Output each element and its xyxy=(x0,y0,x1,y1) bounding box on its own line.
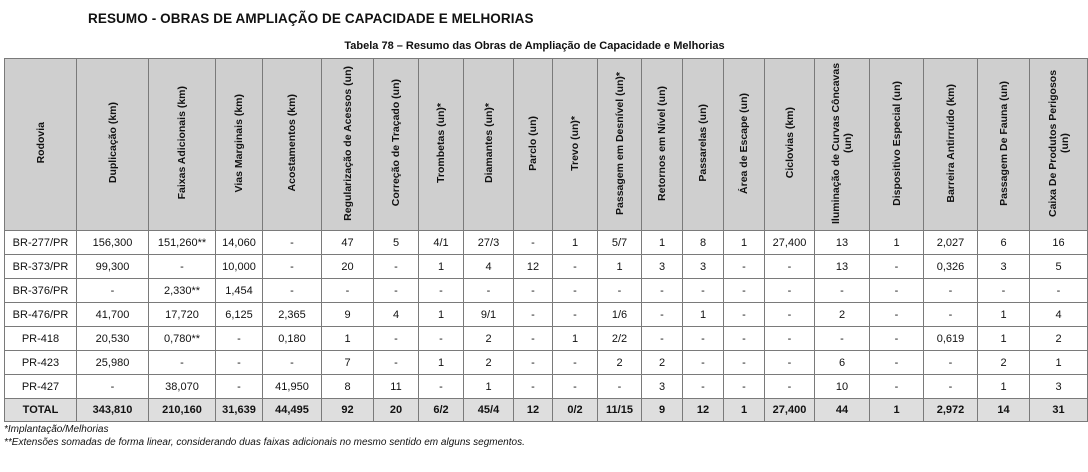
table-cell: - xyxy=(642,279,683,303)
table-cell: 1 xyxy=(642,231,683,255)
column-header xyxy=(765,59,815,231)
table-cell: 6,125 xyxy=(216,303,263,327)
table-cell: 5 xyxy=(374,231,419,255)
column-header-label: Acostamentos (km) xyxy=(286,94,298,192)
table-cell: 4 xyxy=(464,255,514,279)
table-cell: - xyxy=(514,231,553,255)
table-cell: - xyxy=(263,231,322,255)
header-row xyxy=(5,59,1088,231)
total-cell: 20 xyxy=(374,399,419,422)
column-header-label: Rodovia xyxy=(34,122,47,164)
column-header-label: Dispositivo Especial (un) xyxy=(890,80,903,206)
table-cell: 0,326 xyxy=(924,255,978,279)
column-header-label: Ciclovias (km) xyxy=(783,107,796,179)
table-cell: 1 xyxy=(419,255,464,279)
column-header-label: Regularização de Acessos (un) xyxy=(341,65,354,221)
table-cell: 10,000 xyxy=(216,255,263,279)
table-cell: - xyxy=(870,375,924,399)
table-cell: 27/3 xyxy=(464,231,514,255)
column-header xyxy=(374,59,419,231)
table-cell: 1 xyxy=(553,231,598,255)
total-cell: 12 xyxy=(683,399,724,422)
table-row xyxy=(5,231,1088,255)
total-cell: 6/2 xyxy=(419,399,464,422)
column-header xyxy=(642,59,683,231)
table-cell: 8 xyxy=(322,375,374,399)
column-header xyxy=(924,59,978,231)
table-cell: 2,027 xyxy=(924,231,978,255)
table-cell: - xyxy=(683,327,724,351)
total-cell: 14 xyxy=(978,399,1030,422)
column-header-label: Faixas Adicionais (km) xyxy=(176,86,188,200)
table-caption: Tabela 78 – Resumo das Obras de Ampliação de Capacidade e Melhorias xyxy=(344,40,725,52)
column-header xyxy=(216,59,263,231)
table-cell: 41,950 xyxy=(263,375,322,399)
table-cell: - xyxy=(553,375,598,399)
table-cell: - xyxy=(374,255,419,279)
table-cell: - xyxy=(642,327,683,351)
column-header-label: Correção de Traçado (un) xyxy=(390,79,402,207)
column-header xyxy=(464,59,514,231)
table-cell: 1 xyxy=(724,231,765,255)
table-cell: 5 xyxy=(1030,255,1088,279)
table-cell: 16 xyxy=(1030,231,1088,255)
table-cell: 1 xyxy=(1030,351,1088,375)
table-cell: - xyxy=(514,375,553,399)
table-cell: 14,060 xyxy=(216,231,263,255)
table-cell: 3 xyxy=(1030,375,1088,399)
table-cell: 7 xyxy=(322,351,374,375)
table-cell: - xyxy=(765,279,815,303)
table-cell: 1 xyxy=(419,303,464,327)
total-cell: 92 xyxy=(322,399,374,422)
table-cell: - xyxy=(924,303,978,327)
table-cell: - xyxy=(263,255,322,279)
table-cell: - xyxy=(263,279,322,303)
table-cell: - xyxy=(765,351,815,375)
total-cell: 31,639 xyxy=(216,399,263,422)
table-cell: - xyxy=(149,255,216,279)
column-header xyxy=(553,59,598,231)
table-row xyxy=(5,303,1088,327)
table-cell: 8 xyxy=(683,231,724,255)
table-cell: - xyxy=(216,351,263,375)
table-cell: - xyxy=(924,375,978,399)
rodovia-cell: PR-418 xyxy=(5,327,77,351)
total-cell: 27,400 xyxy=(765,399,815,422)
column-header xyxy=(514,59,553,231)
table-cell: - xyxy=(924,351,978,375)
table-cell: 6 xyxy=(978,231,1030,255)
table-cell: - xyxy=(724,327,765,351)
table-cell: - xyxy=(514,327,553,351)
table-cell: 27,400 xyxy=(765,231,815,255)
table-cell: - xyxy=(870,303,924,327)
total-label: TOTAL xyxy=(5,399,77,422)
table-cell: - xyxy=(374,351,419,375)
table-cell: - xyxy=(870,279,924,303)
total-cell: 44,495 xyxy=(263,399,322,422)
table-cell: 6 xyxy=(815,351,870,375)
table-cell: - xyxy=(514,351,553,375)
table-cell: 2 xyxy=(978,351,1030,375)
table-cell: 0,619 xyxy=(924,327,978,351)
column-header-label: Retornos em Nível (un) xyxy=(656,85,668,201)
total-cell: 9 xyxy=(642,399,683,422)
table-row xyxy=(5,279,1088,303)
table-cell: 1 xyxy=(322,327,374,351)
column-header xyxy=(419,59,464,231)
summary-table xyxy=(4,58,1088,422)
table-cell: 4/1 xyxy=(419,231,464,255)
table-cell: 20 xyxy=(322,255,374,279)
table-cell: - xyxy=(724,303,765,327)
table-cell: - xyxy=(815,327,870,351)
table-cell: - xyxy=(765,327,815,351)
column-header-label: Trevo (un)* xyxy=(569,115,581,171)
table-cell: - xyxy=(598,375,642,399)
column-header xyxy=(1030,59,1088,231)
table-cell: 1 xyxy=(419,351,464,375)
table-cell: - xyxy=(216,375,263,399)
table-body xyxy=(5,231,1088,422)
table-cell: - xyxy=(1030,279,1088,303)
table-cell: 13 xyxy=(815,255,870,279)
table-cell: - xyxy=(683,375,724,399)
column-header-label: Caixa De Produtos Perigosos (un) xyxy=(1046,69,1071,217)
table-cell: - xyxy=(419,375,464,399)
column-header-label: Vias Marginais (km) xyxy=(233,93,245,193)
table-cell: - xyxy=(683,351,724,375)
total-cell: 0/2 xyxy=(553,399,598,422)
column-header xyxy=(978,59,1030,231)
table-cell: 1 xyxy=(464,375,514,399)
column-header xyxy=(870,59,924,231)
table-cell: - xyxy=(683,279,724,303)
column-header xyxy=(149,59,216,231)
column-header xyxy=(815,59,870,231)
total-cell: 343,810 xyxy=(77,399,149,422)
rodovia-cell: BR-373/PR xyxy=(5,255,77,279)
section-title: RESUMO - OBRAS DE AMPLIAÇÃO DE CAPACIDADE E MELHORIAS xyxy=(88,11,534,26)
total-cell: 11/15 xyxy=(598,399,642,422)
total-cell: 31 xyxy=(1030,399,1088,422)
table-cell: 9/1 xyxy=(464,303,514,327)
total-cell: 1 xyxy=(870,399,924,422)
table-cell: 13 xyxy=(815,231,870,255)
table-cell: 11 xyxy=(374,375,419,399)
table-cell: 1/6 xyxy=(598,303,642,327)
table-cell: 3 xyxy=(642,255,683,279)
table-cell: - xyxy=(924,279,978,303)
rodovia-cell: PR-423 xyxy=(5,351,77,375)
table-cell: 3 xyxy=(978,255,1030,279)
table-cell: - xyxy=(553,303,598,327)
table-cell: 47 xyxy=(322,231,374,255)
table-cell: - xyxy=(322,279,374,303)
table-cell: - xyxy=(765,255,815,279)
table-row xyxy=(5,375,1088,399)
table-cell: 1 xyxy=(683,303,724,327)
table-cell: 0,180 xyxy=(263,327,322,351)
table-cell: 12 xyxy=(514,255,553,279)
column-header xyxy=(5,59,77,231)
column-header-label: Passarelas (un) xyxy=(697,104,709,182)
table-cell: 2 xyxy=(464,351,514,375)
table-cell: 4 xyxy=(374,303,419,327)
table-cell: - xyxy=(724,279,765,303)
total-cell: 1 xyxy=(724,399,765,422)
table-cell: 2 xyxy=(598,351,642,375)
table-cell: - xyxy=(870,255,924,279)
table-cell: 2 xyxy=(464,327,514,351)
total-cell: 45/4 xyxy=(464,399,514,422)
column-header-label: Passagem De Fauna (un) xyxy=(997,80,1010,206)
table-cell: - xyxy=(464,279,514,303)
column-header-label: Trombetas (un)* xyxy=(435,103,447,183)
column-header-label: Barreira Antirruído (km) xyxy=(944,83,957,203)
table-cell: 5/7 xyxy=(598,231,642,255)
column-header-label: Diamantes (un)* xyxy=(482,103,495,183)
table-cell: - xyxy=(216,327,263,351)
table-cell: - xyxy=(77,375,149,399)
table-cell: 3 xyxy=(642,375,683,399)
total-cell: 2,972 xyxy=(924,399,978,422)
table-cell: - xyxy=(77,279,149,303)
rodovia-cell: BR-476/PR xyxy=(5,303,77,327)
table-cell: 1 xyxy=(978,375,1030,399)
table-cell: 0,780** xyxy=(149,327,216,351)
table-cell: - xyxy=(724,255,765,279)
column-header-label: Parclo (un) xyxy=(527,115,539,171)
column-header xyxy=(77,59,149,231)
table-cell: 1 xyxy=(553,327,598,351)
table-cell: 1,454 xyxy=(216,279,263,303)
rodovia-cell: BR-277/PR xyxy=(5,231,77,255)
table-cell: - xyxy=(598,279,642,303)
column-header-label: Iluminação de Curvas Côncavas (un) xyxy=(830,62,854,224)
table-cell: - xyxy=(765,375,815,399)
table-cell: - xyxy=(870,351,924,375)
column-header-label: Área de Escape (un) xyxy=(738,92,750,194)
table-cell: - xyxy=(815,279,870,303)
table-cell: - xyxy=(553,351,598,375)
rodovia-cell: PR-427 xyxy=(5,375,77,399)
table-cell: - xyxy=(724,351,765,375)
rodovia-cell: BR-376/PR xyxy=(5,279,77,303)
table-cell: - xyxy=(514,279,553,303)
table-cell: 41,700 xyxy=(77,303,149,327)
table-cell: - xyxy=(870,327,924,351)
table-cell: - xyxy=(978,279,1030,303)
table-cell: 2 xyxy=(815,303,870,327)
table-cell: 156,300 xyxy=(77,231,149,255)
table-cell: - xyxy=(419,279,464,303)
total-cell: 44 xyxy=(815,399,870,422)
footnote-extensoes: **Extensões somadas de forma linear, considerando duas faixas adicionais no mesmo sentido em alguns segmentos. xyxy=(4,436,525,448)
table-cell: - xyxy=(724,375,765,399)
table-cell: 2/2 xyxy=(598,327,642,351)
table-row xyxy=(5,351,1088,375)
table-cell: - xyxy=(419,327,464,351)
table-row xyxy=(5,327,1088,351)
column-header xyxy=(263,59,322,231)
table-cell: 2,330** xyxy=(149,279,216,303)
table-cell: - xyxy=(642,303,683,327)
footnotes xyxy=(4,424,525,449)
table-cell: - xyxy=(553,279,598,303)
table-cell: 1 xyxy=(978,327,1030,351)
table-cell: 9 xyxy=(322,303,374,327)
table-cell: 20,530 xyxy=(77,327,149,351)
column-header xyxy=(322,59,374,231)
column-header-label: Duplicação (km) xyxy=(106,102,119,184)
table-cell: - xyxy=(514,303,553,327)
table-cell: 2 xyxy=(1030,327,1088,351)
table-cell: 151,260** xyxy=(149,231,216,255)
table-cell: 3 xyxy=(683,255,724,279)
total-cell: 12 xyxy=(514,399,553,422)
table-cell: - xyxy=(553,255,598,279)
column-header xyxy=(683,59,724,231)
column-header xyxy=(724,59,765,231)
footnote-implantacao: *Implantação/Melhorias xyxy=(4,424,109,435)
table-cell: - xyxy=(374,279,419,303)
total-row xyxy=(5,399,1088,422)
table-cell: 1 xyxy=(978,303,1030,327)
table-cell: 25,980 xyxy=(77,351,149,375)
table-cell: - xyxy=(149,351,216,375)
table-cell: 38,070 xyxy=(149,375,216,399)
table-cell: 99,300 xyxy=(77,255,149,279)
table-cell: 1 xyxy=(598,255,642,279)
table-cell: - xyxy=(263,351,322,375)
column-header-label: Passagem em Desnível (un)* xyxy=(613,71,626,215)
table-cell: 2,365 xyxy=(263,303,322,327)
table-row xyxy=(5,255,1088,279)
table-cell: 1 xyxy=(870,231,924,255)
table-cell: 2 xyxy=(642,351,683,375)
table-cell: 4 xyxy=(1030,303,1088,327)
table-cell: 17,720 xyxy=(149,303,216,327)
table-cell: - xyxy=(765,303,815,327)
table-cell: 10 xyxy=(815,375,870,399)
total-cell: 210,160 xyxy=(149,399,216,422)
column-header xyxy=(598,59,642,231)
table-cell: - xyxy=(374,327,419,351)
